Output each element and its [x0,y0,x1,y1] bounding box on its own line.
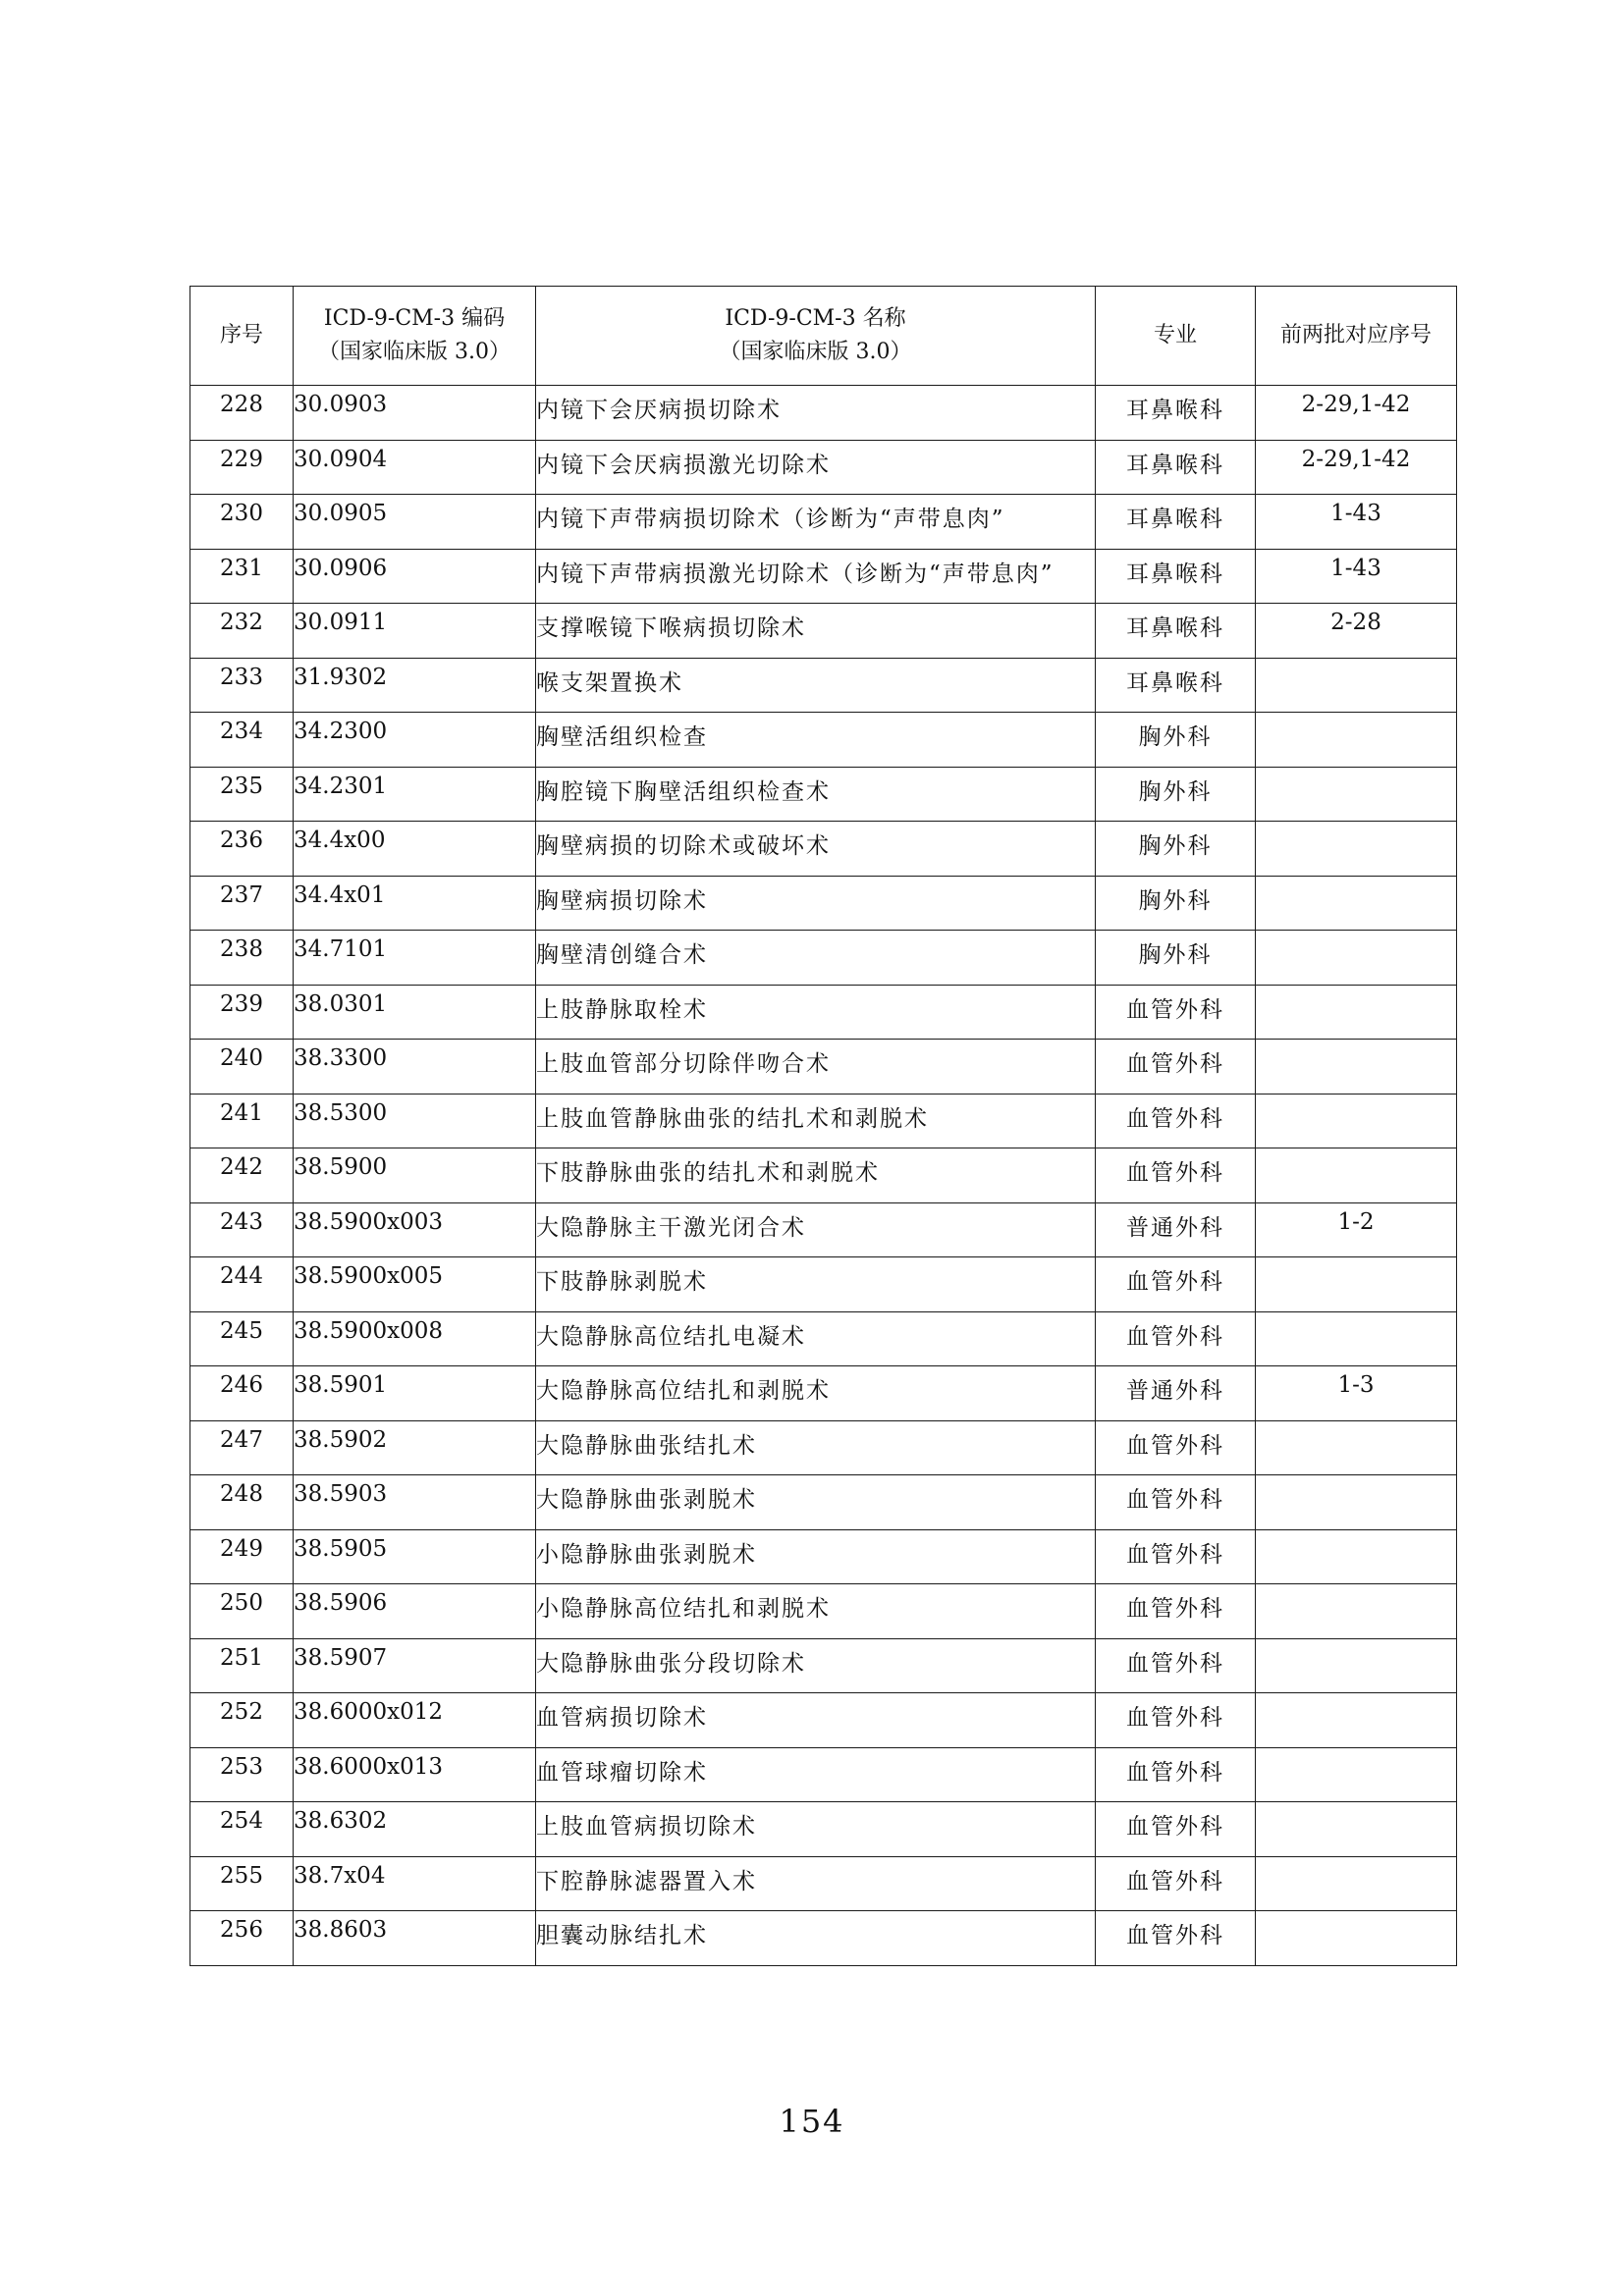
cell-procedure-name: 喉支架置换术 [536,658,1096,713]
cell-previous-batch-index [1256,1856,1457,1911]
cell-procedure-name: 胸壁病损切除术 [536,876,1096,931]
cell-procedure-name: 小隐静脉高位结扎和剥脱术 [536,1584,1096,1639]
cell-procedure-name: 大隐静脉高位结扎和剥脱术 [536,1366,1096,1421]
header-code: ICD-9-CM-3 编码 （国家临床版 3.0） [294,287,536,386]
cell-specialty: 血管外科 [1096,1802,1256,1857]
cell-procedure-name: 小隐静脉曲张剥脱术 [536,1529,1096,1584]
cell-specialty: 血管外科 [1096,1475,1256,1530]
cell-index: 247 [190,1420,294,1475]
table-row [190,876,1457,931]
cell-specialty: 血管外科 [1096,1148,1256,1203]
cell-specialty: 胸外科 [1096,876,1256,931]
cell-code: 38.5906 [294,1584,536,1639]
cell-code: 38.5907 [294,1638,536,1693]
table-row [190,822,1457,877]
cell-code: 38.5900x008 [294,1311,536,1366]
cell-index: 232 [190,604,294,659]
table-row [190,767,1457,822]
cell-specialty: 耳鼻喉科 [1096,386,1256,441]
cell-procedure-name: 大隐静脉曲张结扎术 [536,1420,1096,1475]
cell-procedure-name: 内镜下会厌病损激光切除术 [536,440,1096,495]
cell-specialty: 血管外科 [1096,1911,1256,1966]
cell-code: 38.3300 [294,1040,536,1095]
cell-procedure-name: 血管球瘤切除术 [536,1747,1096,1802]
cell-previous-batch-index [1256,1311,1457,1366]
cell-previous-batch-index [1256,1529,1457,1584]
table-row [190,1584,1457,1639]
cell-code: 30.0903 [294,386,536,441]
cell-index: 255 [190,1856,294,1911]
cell-specialty: 普通外科 [1096,1202,1256,1257]
table-row [190,1040,1457,1095]
cell-procedure-name: 下肢静脉曲张的结扎术和剥脱术 [536,1148,1096,1203]
table-row [190,1311,1457,1366]
cell-specialty: 胸外科 [1096,931,1256,986]
table-row [190,713,1457,768]
cell-index: 243 [190,1202,294,1257]
cell-specialty: 血管外科 [1096,1311,1256,1366]
cell-previous-batch-index [1256,822,1457,877]
cell-specialty: 耳鼻喉科 [1096,440,1256,495]
cell-procedure-name: 血管病损切除术 [536,1693,1096,1748]
cell-code: 38.8603 [294,1911,536,1966]
cell-previous-batch-index [1256,1475,1457,1530]
cell-previous-batch-index [1256,1148,1457,1203]
table-row [190,1202,1457,1257]
cell-previous-batch-index [1256,658,1457,713]
cell-specialty: 耳鼻喉科 [1096,658,1256,713]
cell-specialty: 胸外科 [1096,767,1256,822]
table-body [190,386,1457,1966]
cell-procedure-name: 胸壁病损的切除术或破坏术 [536,822,1096,877]
table-row [190,1366,1457,1421]
cell-procedure-name: 上肢血管静脉曲张的结扎术和剥脱术 [536,1094,1096,1148]
cell-index: 241 [190,1094,294,1148]
cell-specialty: 血管外科 [1096,1257,1256,1312]
cell-procedure-name: 大隐静脉主干激光闭合术 [536,1202,1096,1257]
cell-procedure-name: 大隐静脉曲张剥脱术 [536,1475,1096,1530]
cell-specialty: 血管外科 [1096,985,1256,1040]
cell-code: 38.6000x012 [294,1693,536,1748]
header-name: ICD-9-CM-3 名称 （国家临床版 3.0） [536,287,1096,386]
cell-specialty: 血管外科 [1096,1584,1256,1639]
table-row [190,1693,1457,1748]
cell-procedure-name: 胸壁清创缝合术 [536,931,1096,986]
table-row [190,658,1457,713]
table-row [190,1747,1457,1802]
cell-procedure-name: 内镜下会厌病损切除术 [536,386,1096,441]
cell-index: 250 [190,1584,294,1639]
cell-procedure-name: 下腔静脉滤器置入术 [536,1856,1096,1911]
table-row [190,1475,1457,1530]
cell-code: 34.2301 [294,767,536,822]
cell-specialty: 血管外科 [1096,1638,1256,1693]
cell-previous-batch-index: 1-43 [1256,549,1457,604]
cell-code: 38.5900 [294,1148,536,1203]
cell-code: 38.5902 [294,1420,536,1475]
cell-index: 229 [190,440,294,495]
cell-previous-batch-index [1256,1040,1457,1095]
table-row [190,1911,1457,1966]
cell-code: 30.0905 [294,495,536,550]
cell-previous-batch-index [1256,767,1457,822]
cell-specialty: 耳鼻喉科 [1096,604,1256,659]
cell-previous-batch-index [1256,985,1457,1040]
cell-procedure-name: 大隐静脉高位结扎电凝术 [536,1311,1096,1366]
cell-specialty: 耳鼻喉科 [1096,549,1256,604]
cell-previous-batch-index [1256,876,1457,931]
cell-code: 38.5900x005 [294,1257,536,1312]
cell-previous-batch-index [1256,1584,1457,1639]
cell-procedure-name: 胸壁活组织检查 [536,713,1096,768]
cell-previous-batch-index [1256,931,1457,986]
cell-previous-batch-index: 1-43 [1256,495,1457,550]
cell-index: 246 [190,1366,294,1421]
cell-previous-batch-index [1256,1911,1457,1966]
cell-previous-batch-index: 1-2 [1256,1202,1457,1257]
cell-specialty: 血管外科 [1096,1040,1256,1095]
cell-code: 38.5901 [294,1366,536,1421]
cell-procedure-name: 胸腔镜下胸壁活组织检查术 [536,767,1096,822]
cell-index: 228 [190,386,294,441]
cell-index: 230 [190,495,294,550]
cell-specialty: 普通外科 [1096,1366,1256,1421]
procedure-table [189,286,1457,1966]
cell-previous-batch-index [1256,1693,1457,1748]
table-row [190,604,1457,659]
cell-index: 240 [190,1040,294,1095]
cell-procedure-name: 胆囊动脉结扎术 [536,1911,1096,1966]
cell-code: 38.6000x013 [294,1747,536,1802]
table-row [190,1257,1457,1312]
cell-code: 34.2300 [294,713,536,768]
header-index: 序号 [190,287,294,386]
cell-index: 254 [190,1802,294,1857]
cell-code: 30.0911 [294,604,536,659]
cell-index: 233 [190,658,294,713]
cell-index: 253 [190,1747,294,1802]
cell-code: 38.0301 [294,985,536,1040]
header-previous-batch-index: 前两批对应序号 [1256,287,1457,386]
cell-code: 34.4x01 [294,876,536,931]
cell-procedure-name: 上肢血管部分切除伴吻合术 [536,1040,1096,1095]
cell-previous-batch-index [1256,1802,1457,1857]
cell-code: 34.4x00 [294,822,536,877]
cell-index: 245 [190,1311,294,1366]
cell-specialty: 血管外科 [1096,1529,1256,1584]
cell-code: 30.0906 [294,549,536,604]
cell-previous-batch-index: 2-29,1-42 [1256,440,1457,495]
cell-index: 252 [190,1693,294,1748]
table-row [190,386,1457,441]
cell-index: 256 [190,1911,294,1966]
cell-code: 34.7101 [294,931,536,986]
cell-previous-batch-index: 2-28 [1256,604,1457,659]
table-row [190,549,1457,604]
cell-specialty: 血管外科 [1096,1747,1256,1802]
cell-procedure-name: 支撑喉镜下喉病损切除术 [536,604,1096,659]
cell-code: 31.9302 [294,658,536,713]
cell-code: 38.7x04 [294,1856,536,1911]
cell-code: 38.5300 [294,1094,536,1148]
cell-index: 244 [190,1257,294,1312]
cell-index: 242 [190,1148,294,1203]
cell-specialty: 耳鼻喉科 [1096,495,1256,550]
cell-code: 38.5905 [294,1529,536,1584]
cell-previous-batch-index [1256,713,1457,768]
cell-specialty: 血管外科 [1096,1856,1256,1911]
cell-code: 38.5900x003 [294,1202,536,1257]
table-header-row [190,287,1457,386]
table-row [190,1094,1457,1148]
cell-index: 249 [190,1529,294,1584]
table-row [190,1802,1457,1857]
cell-previous-batch-index: 2-29,1-42 [1256,386,1457,441]
cell-specialty: 血管外科 [1096,1420,1256,1475]
table-row [190,1420,1457,1475]
cell-previous-batch-index [1256,1257,1457,1312]
cell-index: 234 [190,713,294,768]
cell-procedure-name: 内镜下声带病损切除术（诊断为“声带息肉” [536,495,1096,550]
cell-procedure-name: 上肢静脉取栓术 [536,985,1096,1040]
cell-procedure-name: 下肢静脉剥脱术 [536,1257,1096,1312]
cell-previous-batch-index [1256,1420,1457,1475]
cell-specialty: 胸外科 [1096,713,1256,768]
table-row [190,1148,1457,1203]
cell-index: 231 [190,549,294,604]
cell-procedure-name: 大隐静脉曲张分段切除术 [536,1638,1096,1693]
table-row [190,985,1457,1040]
cell-index: 236 [190,822,294,877]
cell-procedure-name: 上肢血管病损切除术 [536,1802,1096,1857]
cell-previous-batch-index [1256,1747,1457,1802]
cell-procedure-name: 内镜下声带病损激光切除术（诊断为“声带息肉” [536,549,1096,604]
cell-index: 238 [190,931,294,986]
cell-specialty: 血管外科 [1096,1693,1256,1748]
cell-code: 38.5903 [294,1475,536,1530]
table-row [190,495,1457,550]
table-row [190,1638,1457,1693]
table-row [190,931,1457,986]
table-row [190,1529,1457,1584]
cell-previous-batch-index [1256,1094,1457,1148]
cell-specialty: 胸外科 [1096,822,1256,877]
cell-code: 30.0904 [294,440,536,495]
table-row [190,440,1457,495]
cell-index: 239 [190,985,294,1040]
cell-index: 251 [190,1638,294,1693]
cell-code: 38.6302 [294,1802,536,1857]
cell-index: 235 [190,767,294,822]
page-number: 154 [779,2103,845,2140]
cell-previous-batch-index: 1-3 [1256,1366,1457,1421]
table-row [190,1856,1457,1911]
cell-index: 248 [190,1475,294,1530]
cell-index: 237 [190,876,294,931]
cell-previous-batch-index [1256,1638,1457,1693]
cell-specialty: 血管外科 [1096,1094,1256,1148]
header-specialty: 专业 [1096,287,1256,386]
